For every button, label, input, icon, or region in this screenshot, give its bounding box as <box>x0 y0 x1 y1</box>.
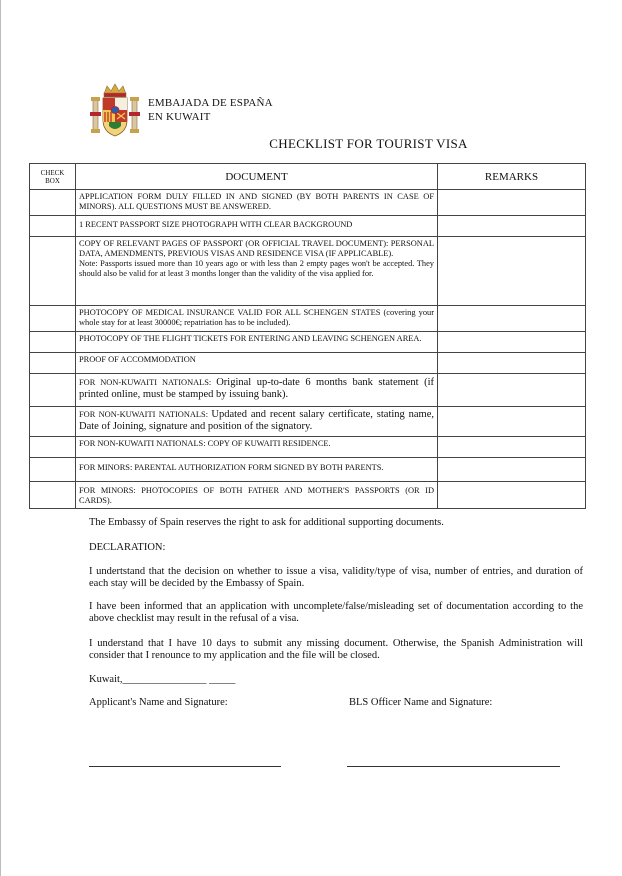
remarks-cell[interactable] <box>438 374 586 407</box>
embassy-line-1: EMBAJADA DE ESPAÑA <box>148 97 273 109</box>
check-box-cell[interactable] <box>30 437 76 458</box>
check-box-cell[interactable] <box>30 216 76 237</box>
document-prefix: FOR NON-KUWAITI NATIONALS: <box>79 410 209 419</box>
remarks-cell[interactable] <box>438 437 586 458</box>
table-row <box>30 332 586 353</box>
table-row <box>30 190 586 216</box>
remarks-cell[interactable] <box>438 190 586 216</box>
table-row <box>30 482 586 509</box>
check-box-cell[interactable] <box>30 353 76 374</box>
table-row <box>30 374 586 407</box>
officer-signature-label: BLS Officer Name and Signature: <box>349 697 493 708</box>
remarks-cell[interactable] <box>438 353 586 374</box>
document-text: COPY OF RELEVANT PAGES OF PASSPORT (OR OFFICIAL TRAVEL DOCUMENT): PERSONAL DATA, AMENDMENTS, PREVIOUS VISAS AND RESIDENCE VISA (IF APPLICABLE). <box>79 239 434 258</box>
document-cell <box>76 407 438 437</box>
document-cell: FOR MINORS: PHOTOCOPIES OF BOTH FATHER AND MOTHER'S PASSPORTS (OR ID CARDS). <box>76 482 438 509</box>
document-cell: PROOF OF ACCOMMODATION <box>76 353 438 374</box>
document-cell <box>76 237 438 306</box>
document-cell: PHOTOCOPY OF THE FLIGHT TICKETS FOR ENTERING AND LEAVING SCHENGEN AREA. <box>76 332 438 353</box>
remarks-column-header: REMARKS <box>438 164 586 190</box>
applicant-signature-line[interactable] <box>89 766 281 767</box>
check-box-cell[interactable] <box>30 458 76 482</box>
document-prefix: FOR NON-KUWAITI NATIONALS: <box>79 378 212 387</box>
table-header-row <box>30 164 586 190</box>
place-and-date-line: Kuwait,________________ _____ <box>89 674 236 685</box>
document-column-header: DOCUMENT <box>76 164 438 190</box>
embassy-name <box>148 96 273 124</box>
table-row <box>30 458 586 482</box>
page-title: CHECKLIST FOR TOURIST VISA <box>269 136 468 151</box>
declaration-paragraph-1: I undertstand that the decision on whether to issue a visa, validity/type of visa, number of entries, and duration of each stay will be decided by the Embassy of Spain. <box>89 566 583 589</box>
remarks-cell[interactable] <box>438 237 586 306</box>
table-row <box>30 353 586 374</box>
page-edge <box>0 0 1 876</box>
check-box-cell[interactable] <box>30 482 76 509</box>
check-box-cell[interactable] <box>30 332 76 353</box>
table-row <box>30 306 586 332</box>
check-box-cell[interactable] <box>30 374 76 407</box>
document-cell: APPLICATION FORM DULY FILLED IN AND SIGNED (BY BOTH PARENTS IN CASE OF MINORS). ALL QUESTIONS MUST BE ANSWERED. <box>76 190 438 216</box>
table-row <box>30 216 586 237</box>
remarks-cell[interactable] <box>438 332 586 353</box>
check-box-cell[interactable] <box>30 237 76 306</box>
remarks-cell[interactable] <box>438 306 586 332</box>
check-box-cell[interactable] <box>30 407 76 437</box>
document-cell: PHOTOCOPY OF MEDICAL INSURANCE VALID FOR ALL SCHENGEN STATES (covering your whole stay for at least 30000€; repatriation has to be included). <box>76 306 438 332</box>
document-cell: FOR MINORS: PARENTAL AUTHORIZATION FORM SIGNED BY BOTH PARENTS. <box>76 458 438 482</box>
checklist-table <box>29 163 586 509</box>
table-row <box>30 437 586 458</box>
check-box-cell[interactable] <box>30 190 76 216</box>
declaration-heading: DECLARATION: <box>89 542 166 553</box>
officer-signature-line[interactable] <box>347 766 560 767</box>
passport-note: Note: Passports issued more than 10 years ago or with less than 2 empty pages won't be accepted. They should also be valid for at least 3 months longer than the validity of the visa applied for. <box>79 259 434 278</box>
document-detail: Updated and recent salary certificate, stating name, Date of Joining, signature and position of the signatory. <box>79 409 435 432</box>
remarks-cell[interactable] <box>438 216 586 237</box>
letterhead <box>90 82 273 140</box>
document-cell: 1 RECENT PASSPORT SIZE PHOTOGRAPH WITH CLEAR BACKGROUND <box>76 216 438 237</box>
check-box-column-header: CHECK BOX <box>30 164 76 190</box>
embassy-line-2: EN KUWAIT <box>148 111 211 123</box>
document-detail: Original up-to-date 6 months bank statement (if printed online, must be stamped by issuing bank). <box>79 377 434 400</box>
applicant-signature-label: Applicant's Name and Signature: <box>89 697 228 708</box>
declaration-paragraph-2: I have been informed that an application with uncomplete/false/misleading set of documentation according to the above checklist may result in the refusal of a visa. <box>89 601 583 624</box>
remarks-cell[interactable] <box>438 458 586 482</box>
document-cell: FOR NON-KUWAITI NATIONALS: COPY OF KUWAITI RESIDENCE. <box>76 437 438 458</box>
document-cell <box>76 374 438 407</box>
check-box-cell[interactable] <box>30 306 76 332</box>
spain-coat-of-arms-icon <box>90 82 140 140</box>
remarks-cell[interactable] <box>438 482 586 509</box>
reserve-right-text: The Embassy of Spain reserves the right to ask for additional supporting documents. <box>89 517 444 528</box>
table-row <box>30 237 586 306</box>
remarks-cell[interactable] <box>438 407 586 437</box>
table-row <box>30 407 586 437</box>
declaration-paragraph-3: I understand that I have 10 days to submit any missing document. Otherwise, the Spanish Administration will consider that I renounce to my application and the file will be closed. <box>89 638 583 661</box>
